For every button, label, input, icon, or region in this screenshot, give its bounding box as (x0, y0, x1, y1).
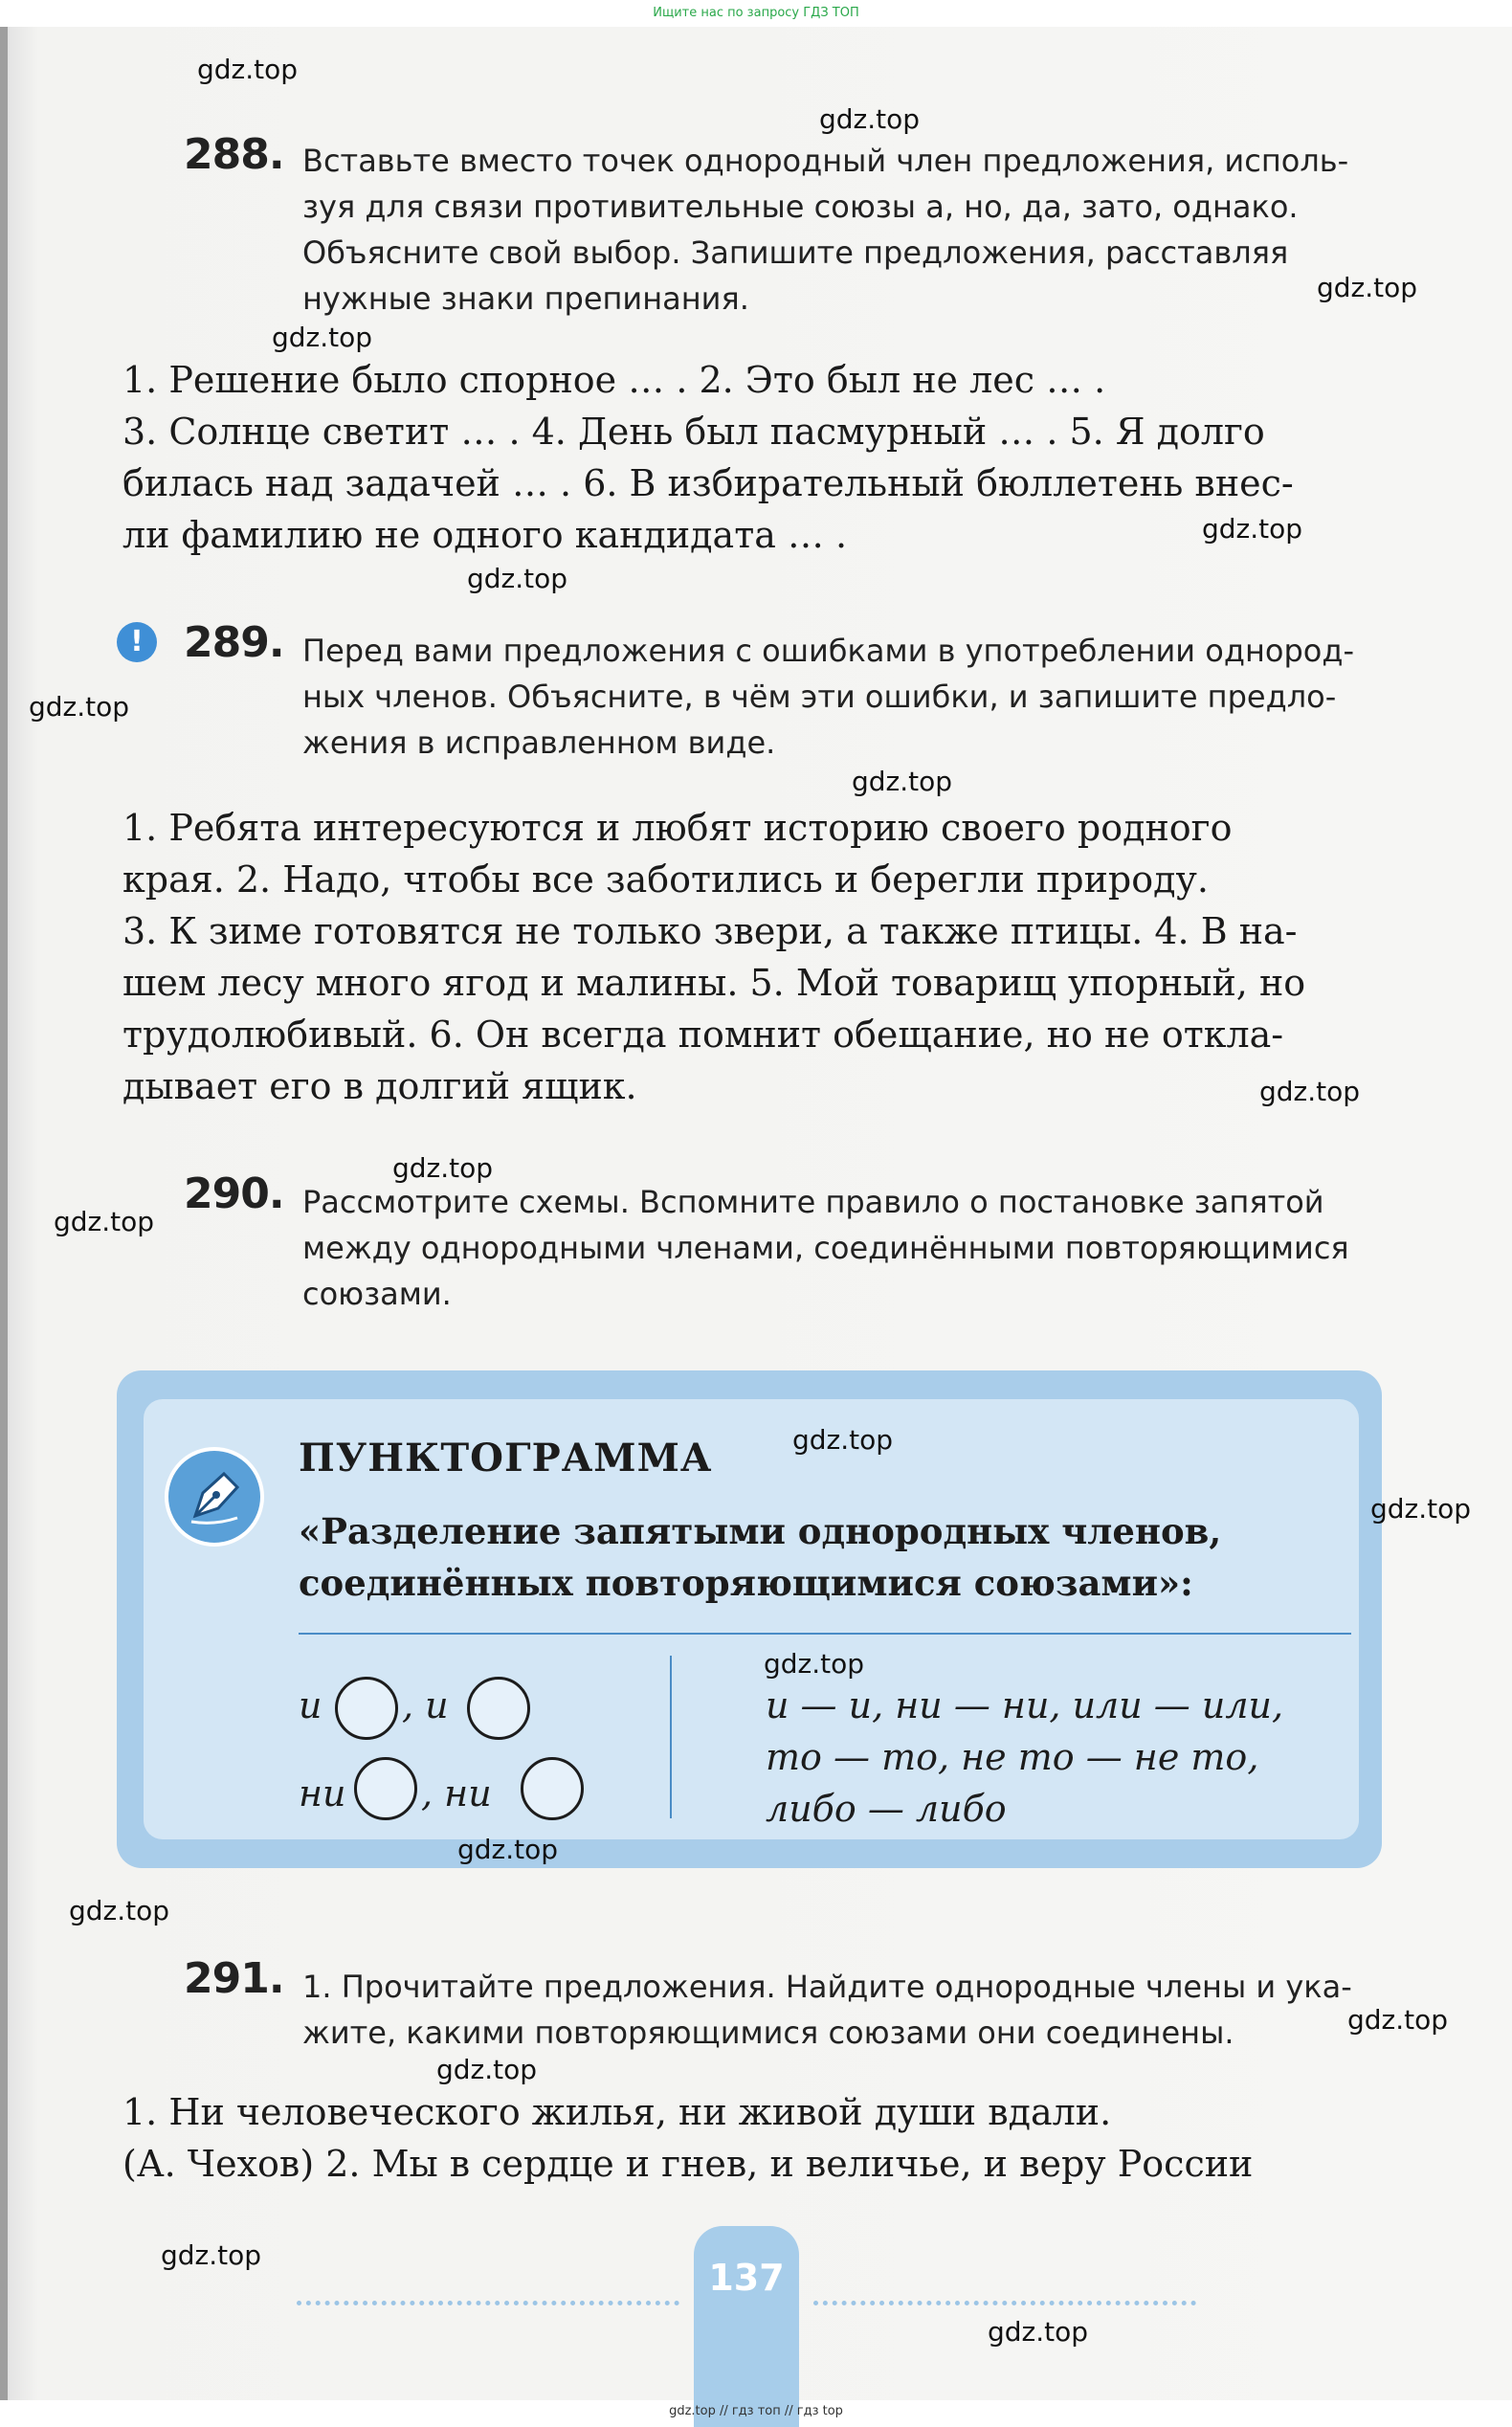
watermark: gdz.top (467, 563, 568, 594)
task-line: Вставьте вместо точек однородный член предложения, исполь- (302, 143, 1349, 179)
punktogramma-subtitle-1: «Разделение запятыми однородных членов, (299, 1510, 1222, 1552)
exercise-291-number: 291. (184, 1954, 284, 2003)
watermark: gdz.top (29, 691, 130, 723)
exercise-288-number: 288. (184, 130, 284, 179)
punktogramma-divider (299, 1633, 1351, 1635)
watermark: gdz.top (1317, 272, 1418, 303)
exercise-288-task (302, 138, 1382, 322)
watermark: gdz.top (161, 2239, 262, 2271)
task-line: нужные знаки препинания. (302, 280, 749, 317)
scheme-union-ni-comma: , ни (421, 1772, 492, 1815)
union-list-line: и — и, ни — ни, или — или, (766, 1684, 1284, 1726)
union-list-line: либо — либо (766, 1788, 1007, 1830)
exercise-289-task (302, 628, 1382, 766)
pen-nib-icon (165, 1447, 264, 1547)
dotted-rule-left (297, 2301, 679, 2305)
exercise-289-number: 289. (184, 618, 284, 667)
top-banner[interactable]: Ищите нас по запросу ГДЗ ТОП (653, 6, 859, 20)
dotted-rule-right (813, 2301, 1196, 2305)
task-line: союзами. (302, 1276, 452, 1312)
punktogramma-title: ПУНКТОГРАММА (299, 1436, 713, 1481)
task-line: Объясните свой выбор. Запишите предложения, расставляя (302, 234, 1289, 271)
watermark: gdz.top (1202, 513, 1303, 545)
exercise-291-text (122, 2086, 1382, 2190)
text-line: 1. Ребята интересуются и любят историю своего родного (122, 807, 1233, 849)
scheme-union-i: и (299, 1684, 322, 1726)
task-line: между однородными членами, соединёнными повторяющимися (302, 1230, 1349, 1266)
exclamation-icon: ! (117, 622, 157, 662)
task-line: Перед вами предложения с ошибками в употреблении однород- (302, 633, 1354, 669)
scheme-member-circle (354, 1757, 417, 1820)
watermark: gdz.top (764, 1648, 865, 1680)
text-line: ли фамилию не одного кандидата … . (122, 514, 848, 556)
page-spine-shadow (0, 27, 8, 2400)
exercise-291-task (302, 1964, 1382, 2056)
scheme-union-i-comma: , и (402, 1684, 449, 1726)
punktogramma-subtitle-2: соединённых повторяющимися союзами»: (299, 1562, 1193, 1604)
watermark: gdz.top (392, 1152, 494, 1184)
watermark: gdz.top (1259, 1076, 1361, 1107)
page-number: 137 (708, 2257, 785, 2299)
watermark: gdz.top (852, 766, 953, 797)
exercise-290-number: 290. (184, 1169, 284, 1218)
watermark: gdz.top (792, 1424, 894, 1456)
exercise-288-text (122, 354, 1382, 561)
task-line: 1. Прочитайте предложения. Найдите однородные члены и ука- (302, 1969, 1352, 2005)
union-list-line: то — то, не то — не то, (766, 1736, 1259, 1778)
watermark: gdz.top (436, 2054, 538, 2085)
watermark: gdz.top (197, 54, 299, 85)
text-line: трудолюбивый. 6. Он всегда помнит обещание, но не откла- (122, 1013, 1284, 1056)
task-line: жения в исправленном виде. (302, 724, 776, 761)
task-line: ных членов. Объясните, в чём эти ошибки, и запишите предло- (302, 679, 1337, 715)
watermark: gdz.top (1370, 1493, 1472, 1525)
scheme-union-ni: ни (299, 1772, 346, 1815)
bottom-banner[interactable]: gdz.top // гдз топ // гдз top (669, 2404, 843, 2418)
watermark: gdz.top (819, 103, 921, 135)
watermark: gdz.top (54, 1206, 155, 1237)
text-line: 3. К зиме готовятся не только звери, а также птицы. 4. В на- (122, 910, 1298, 952)
text-line: билась над задачей … . 6. В избирательный бюллетень внес- (122, 462, 1294, 504)
text-line: края. 2. Надо, чтобы все заботились и берегли природу. (122, 858, 1209, 901)
watermark: gdz.top (1347, 2004, 1449, 2036)
exercise-290-task (302, 1179, 1382, 1317)
text-line: шем лесу много ягод и малины. 5. Мой товарищ упорный, но (122, 962, 1306, 1004)
text-line: (А. Чехов) 2. Мы в сердце и гнев, и величье, и веру России (122, 2143, 1254, 2185)
task-line: зуя для связи противительные союзы а, но, да, зато, однако. (302, 189, 1299, 225)
task-line: жите, какими повторяющимися союзами они соединены. (302, 2015, 1234, 2051)
exercise-289-text (122, 802, 1382, 1112)
text-line: 1. Ни человеческого жилья, ни живой души вдали. (122, 2091, 1112, 2133)
scheme-member-circle (521, 1757, 584, 1820)
task-line: Рассмотрите схемы. Вспомните правило о постановке запятой (302, 1184, 1324, 1220)
text-line: 3. Солнце светит … . 4. День был пасмурный … . 5. Я долго (122, 411, 1265, 453)
punktogramma-column-divider (670, 1656, 672, 1818)
text-line: 1. Решение было спорное … . 2. Это был не лес … . (122, 359, 1106, 401)
scheme-member-circle (335, 1677, 398, 1740)
text-line: дывает его в долгий ящик. (122, 1065, 637, 1107)
watermark: gdz.top (69, 1895, 170, 1926)
watermark: gdz.top (457, 1834, 559, 1865)
scheme-member-circle (467, 1677, 530, 1740)
watermark: gdz.top (988, 2316, 1089, 2348)
watermark: gdz.top (272, 322, 373, 353)
